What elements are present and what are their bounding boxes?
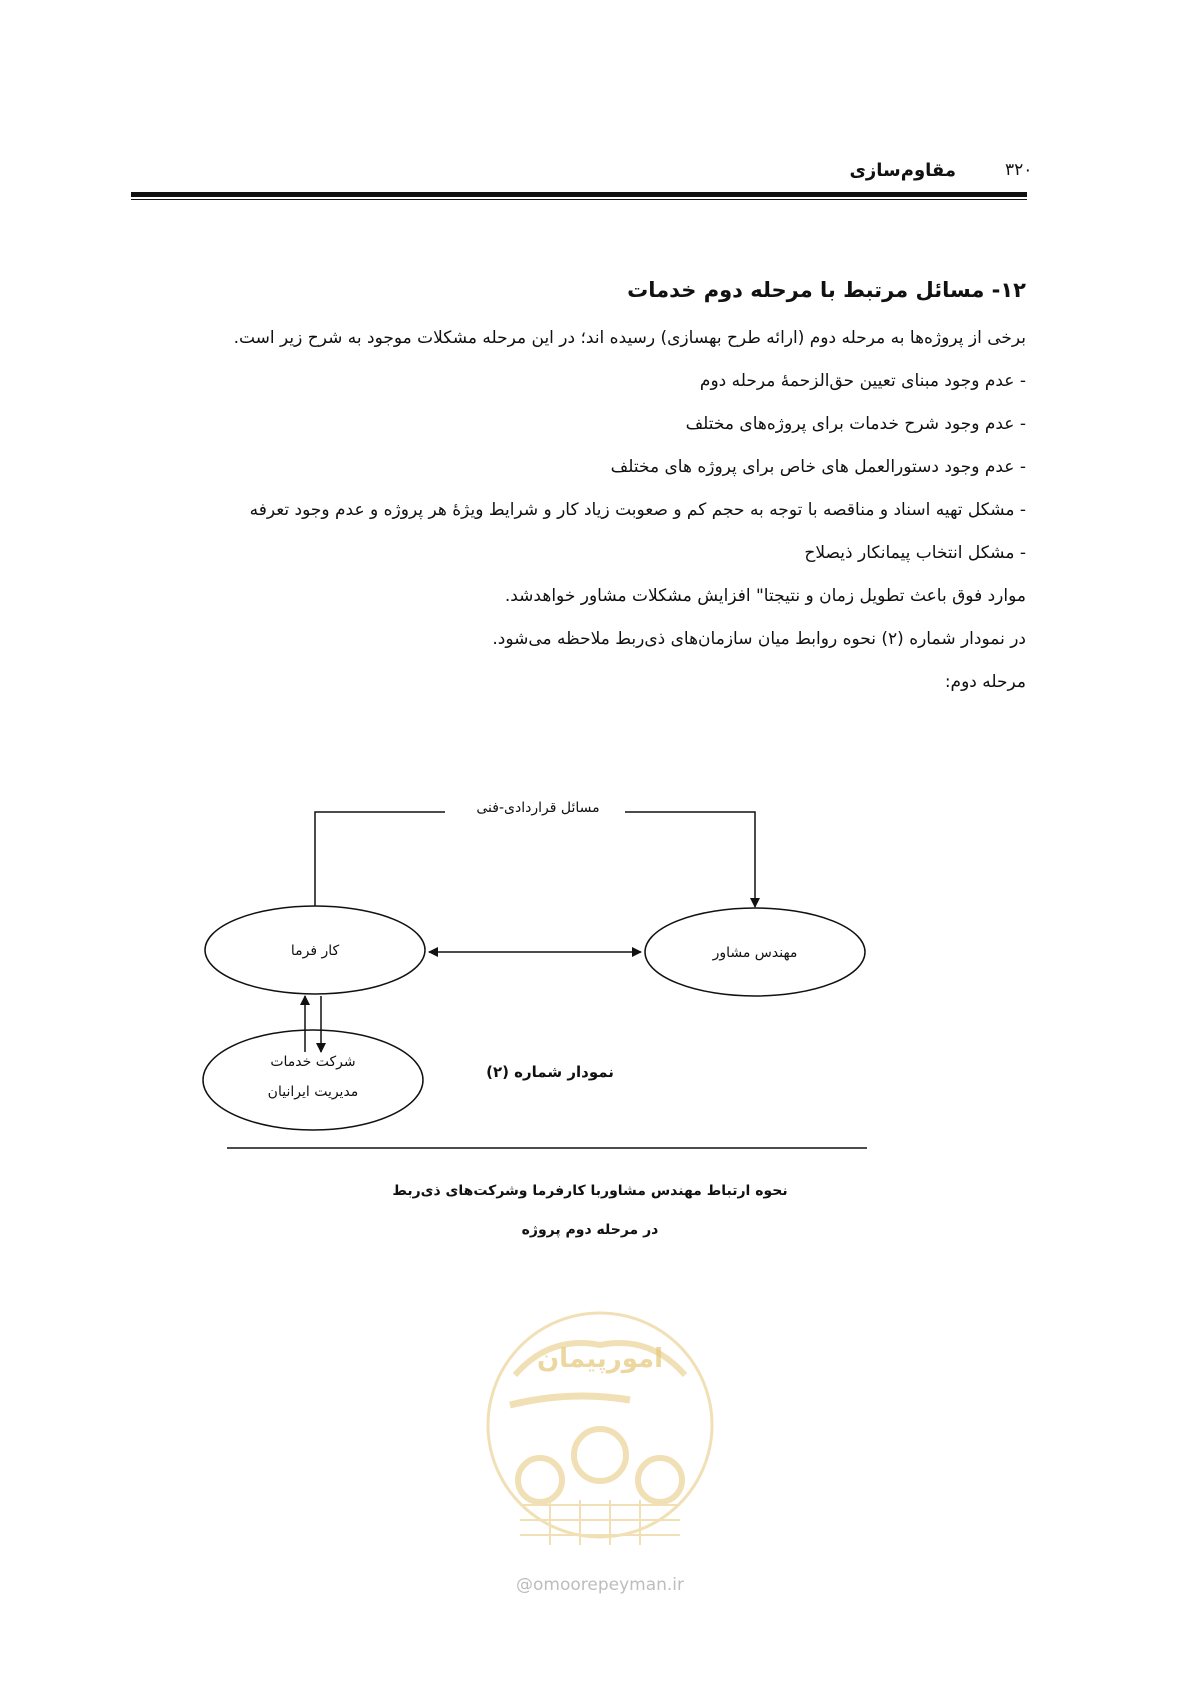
- consultant-node-label: مهندس مشاور: [712, 945, 798, 961]
- relationship-diagram: [195, 770, 875, 1160]
- connector-top-right-arrow: [625, 812, 755, 907]
- diagram-reference-paragraph: در نمودار شماره (۲) نحوه روابط میان سازمان‌های ذی‌ربط ملاحظه می‌شود.: [492, 629, 1026, 649]
- stage-label: مرحله دوم:: [944, 672, 1026, 692]
- watermark-logo: [480, 1305, 720, 1595]
- section-heading: ۱۲- مسائل مرتبط با مرحله دوم خدمات: [627, 278, 1026, 302]
- diagram-title: نمودار شماره (۲): [486, 1063, 614, 1081]
- intro-paragraph: برخی از پروژه‌ها به مرحله دوم (ارائه طرح بهسازی) رسیده اند؛ در این مرحله مشکلات موجود به شرح زیر است.: [233, 328, 1026, 348]
- employer-node-label: کار فرما: [290, 943, 340, 959]
- connector-top-left: [315, 812, 445, 906]
- conclusion-paragraph: موارد فوق باعث تطویل زمان و نتیجتا" افزایش مشکلات مشاور خواهدشد.: [504, 586, 1026, 606]
- list-item: - مشکل تهیه اسناد و مناقصه با توجه به حجم کم و صعوبت زیاد کار و شرایط ویژهٔ هر پروژه و عدم وجود تعرفه: [249, 500, 1026, 520]
- figure-caption-line-1: نحوه ارتباط مهندس مشاوربا کارفرما وشرکت‌های ذی‌ربط: [392, 1183, 788, 1199]
- management-company-label-line1: شرکت خدمات: [270, 1054, 356, 1070]
- list-item: - عدم وجود شرح خدمات برای پروژه‌های مختلف: [685, 414, 1026, 434]
- list-item: - عدم وجود دستورالعمل های خاص برای پروژه های مختلف: [610, 457, 1026, 477]
- list-item: - مشکل انتخاب پیمانکار ذیصلاح: [804, 543, 1026, 563]
- figure-caption-line-2: در مرحله دوم پروژه: [521, 1222, 659, 1238]
- list-item: - عدم وجود مبنای تعیین حق‌الزحمهٔ مرحله دوم: [699, 371, 1026, 391]
- management-company-label-line2: مدیریت ایرانیان: [267, 1084, 359, 1100]
- watermark-logo-text: امورپیمان: [536, 1344, 664, 1374]
- header-rule-thick: [131, 192, 1027, 197]
- page-number: ۳۲۰: [1005, 160, 1033, 180]
- header-rule-thin: [131, 199, 1027, 200]
- management-company-node: [203, 1030, 423, 1130]
- running-header-title: مقاوم‌سازی: [849, 160, 956, 181]
- watermark-url: @omoorepeyman.ir: [515, 1575, 685, 1595]
- contract-technical-label: مسائل قراردادی-فنی: [476, 800, 600, 816]
